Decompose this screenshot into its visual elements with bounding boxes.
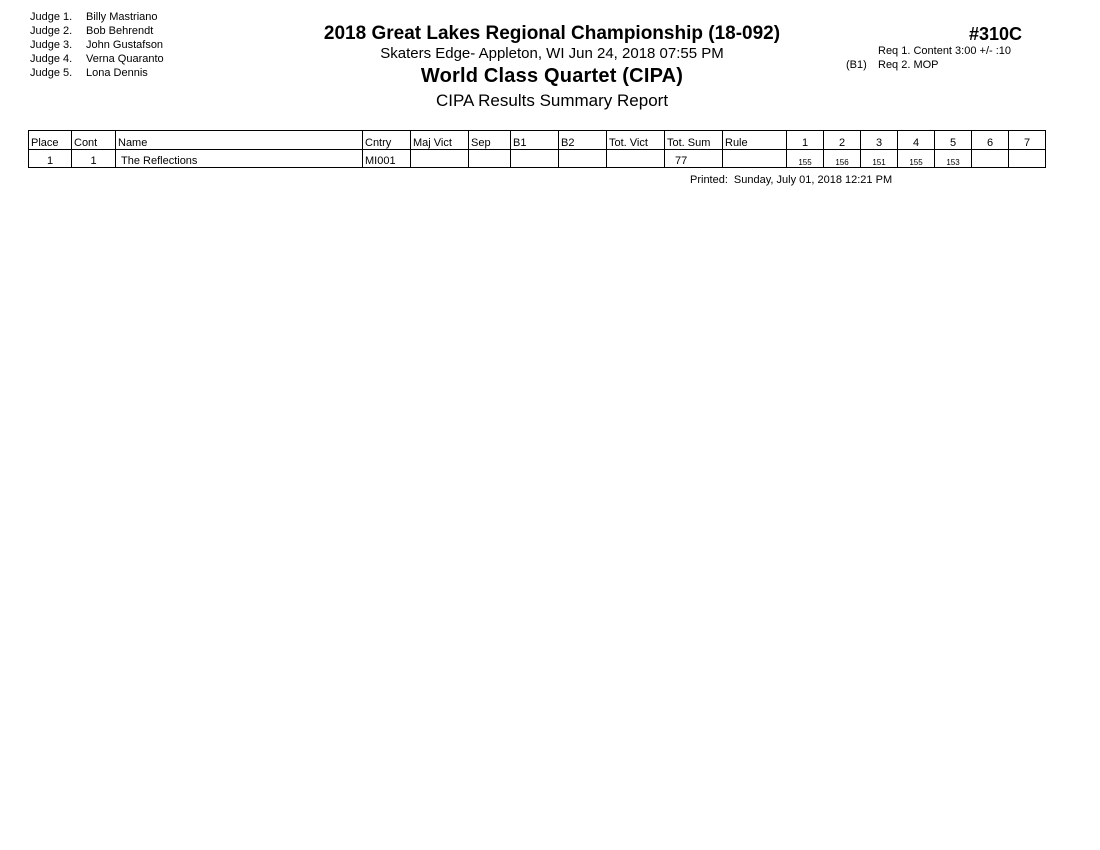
judge-row [30,24,164,38]
column-header-judge-2: 2 [824,131,861,150]
requirement-text: Req 1. Content 3:00 +/- :10 [878,45,1012,57]
column-header-judge-5: 5 [935,131,972,150]
column-header-judge-6: 6 [972,131,1009,150]
cell-cntry: MI001 [363,150,411,168]
cell-tot-vict [607,150,665,168]
judge-name: Bob Behrendt [86,25,154,37]
championship-title: 2018 Great Lakes Regional Championship (18-092) [323,23,781,44]
results-table [28,130,1046,168]
requirement-text: Req 2. MOP [878,59,939,71]
column-header-cntry: Cntry [363,131,411,150]
judge-name: Lona Dennis [86,67,148,79]
cell-judge-5-score: 153 [935,150,972,168]
judge-row [30,10,164,24]
judge-row [30,52,164,66]
column-header-place: Place [29,131,72,150]
table-header-row [29,131,1046,150]
column-header-judge-7: 7 [1009,131,1046,150]
column-header-judge-1: 1 [787,131,824,150]
requirement-row [846,44,1011,58]
cell-judge-3-score: 151 [861,150,898,168]
cell-judge-7-score [1009,150,1046,168]
venue-datetime: Skaters Edge- Appleton, WI Jun 24, 2018 07:55 PM [380,45,724,62]
judge-row [30,38,164,52]
cell-place: 1 [29,150,72,168]
judge-label: Judge 1. [30,11,73,23]
judge-label: Judge 5. [30,67,73,79]
judge-label: Judge 3. [30,39,73,51]
printed-timestamp [690,174,892,186]
event-title: World Class Quartet (CIPA) [420,65,684,87]
column-header-cont: Cont [72,131,116,150]
requirement-row [846,58,1011,72]
printed-label: Printed: [690,174,728,186]
cell-b2 [559,150,607,168]
column-header-tot-vict: Tot. Vict [607,131,665,150]
report-title: CIPA Results Summary Report [435,91,669,110]
cell-maj-vict [411,150,469,168]
cell-sep [469,150,511,168]
column-header-sep: Sep [469,131,511,150]
judge-row [30,66,164,80]
requirement-prefix [846,44,878,58]
column-header-tot-sum: Tot. Sum [665,131,723,150]
cell-rule [723,150,787,168]
cell-judge-6-score [972,150,1009,168]
printed-value: Sunday, July 01, 2018 12:21 PM [733,174,893,186]
requirement-prefix: (B1) [846,59,867,71]
cell-judge-4-score: 155 [898,150,935,168]
cell-b1 [511,150,559,168]
judge-name: John Gustafson [86,39,164,51]
column-header-b2: B2 [559,131,607,150]
judges-list [30,10,164,80]
cell-cont: 1 [72,150,116,168]
column-header-judge-3: 3 [861,131,898,150]
judge-name: Verna Quaranto [86,53,164,65]
judge-label: Judge 2. [30,25,73,37]
requirements-list [846,44,1011,72]
cell-judge-2-score: 156 [824,150,861,168]
event-number: #310C [968,24,1022,44]
cell-tot-sum: 77 [665,150,723,168]
column-header-b1: B1 [511,131,559,150]
cell-judge-1-score: 155 [787,150,824,168]
table-row [29,150,1046,168]
column-header-name: Name [116,131,363,150]
judge-name: Billy Mastriano [86,11,158,23]
judge-label: Judge 4. [30,53,73,65]
column-header-judge-4: 4 [898,131,935,150]
column-header-rule: Rule [723,131,787,150]
cell-name: The Reflections [116,150,363,168]
column-header-maj-vict: Maj Vict [411,131,469,150]
